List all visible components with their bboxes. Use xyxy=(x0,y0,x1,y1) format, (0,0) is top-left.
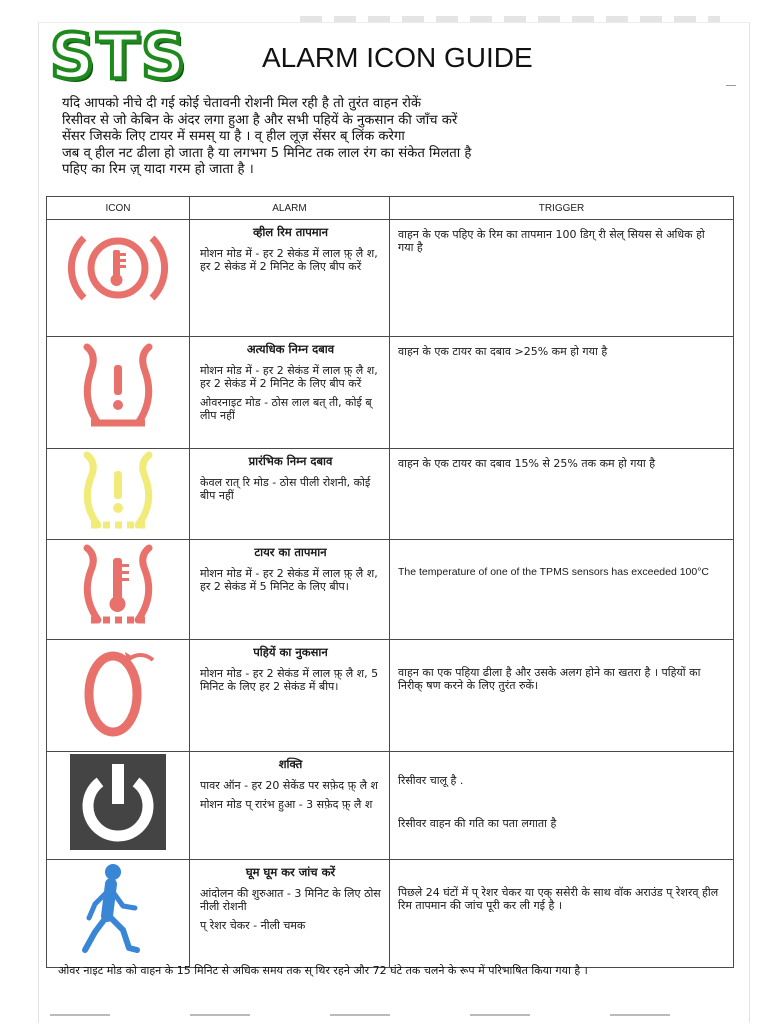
trigger-description: वाहन के एक टायर का दबाव >25% कम हो गया है xyxy=(398,345,608,358)
icon-cell xyxy=(47,540,190,640)
trigger-cell xyxy=(390,860,734,968)
alarm-description: ओवरनाइट मोड - ठोस लाल बत् ती, कोई ब् लीप नहीं xyxy=(200,396,372,422)
column-header-trigger: TRIGGER xyxy=(390,197,734,220)
alarm-cell xyxy=(190,337,390,449)
alarm-description: पावर ऑन - हर 20 सेकेंड पर सफ़ेद फ़् लै श xyxy=(200,779,379,792)
intro-line: रिसीवर से जो केबिन के अंदर लगा हुआ है और सभी पहियें के नुकसान की जाँच करें xyxy=(62,112,458,128)
initial-low-pressure-icon xyxy=(63,449,173,533)
alarm-table xyxy=(46,196,734,968)
extreme-low-pressure-icon xyxy=(63,337,173,433)
intro-line: सेंसर जिसके लिए टायर में समस् या है । व् हील लूज़ सेंसर ब् लिंक करेगा xyxy=(62,129,405,144)
trigger-description: पिछले 24 घंटों में प् रेशर चेकर या एक् ससेरी के साथ वॉक अराउंड प् रेशरव् हील रिम तापमान की जांच पूरी कर ली गई है । xyxy=(398,886,719,912)
icon-cell xyxy=(47,220,190,337)
table-row xyxy=(47,449,734,540)
alarm-cell xyxy=(190,540,390,640)
column-header-alarm: ALARM xyxy=(190,197,390,220)
walk-around-check-icon xyxy=(73,860,163,956)
alarm-description: मोशन मोड में - हर 2 सेकंड में लाल फ़् लै श, हर 2 सेकंड में 2 मिनिट के लिए बीप करें xyxy=(200,247,378,273)
alarm-description: आंदोलन की शुरुआत - 3 मिनिट के लिए ठोस नीली रोशनी xyxy=(200,887,381,913)
alarm-cell xyxy=(190,449,390,540)
scan-artifact xyxy=(50,1014,730,1016)
alarm-cell xyxy=(190,860,390,968)
alarm-title: प्रारंभिक निम्न दबाव xyxy=(248,454,333,468)
alarm-title: अत्यधिक निम्न दबाव xyxy=(246,342,335,356)
table-header-row xyxy=(47,197,734,220)
trigger-description: रिसीवर वाहन की गति का पता लगाता है xyxy=(398,817,557,830)
icon-cell xyxy=(47,640,190,752)
trigger-description: वाहन के एक पहिए के रिम का तापमान 100 डिग् री सेल् सियस से अधिक हो गया है xyxy=(398,228,705,254)
alarm-description: केवल रात् रि मोड - ठोस पीली रोशनी, कोई बीप नहीं xyxy=(200,476,371,502)
trigger-cell xyxy=(390,449,734,540)
intro-line: जब व् हील नट ढीला हो जाता है या लगभग 5 मिनिट तक लाल रंग का संकेत मिलता है xyxy=(62,145,472,161)
tire-temperature-icon xyxy=(63,540,173,632)
column-header-icon: ICON xyxy=(47,197,190,220)
intro-paragraph xyxy=(62,96,622,179)
intro-line: पहिए का रिम ज़् यादा गरम हो जाता है । xyxy=(62,162,254,177)
table-row xyxy=(47,860,734,968)
footer-note: ओवर नाइट मोड को वाहन के 15 मिनिट से अधिक समय तक स् थिर रहने और 72 घंटे तक चलने के रूप में परिभाषित किया गया है । xyxy=(58,964,588,977)
trigger-description: वाहन का एक पहिया ढीला है और उसके अलग होने का खतरा है । पहियों का निरीक् षण करने के लिए तुरंत रुकें। xyxy=(398,666,701,692)
alarm-cell xyxy=(190,752,390,860)
icon-cell xyxy=(47,449,190,540)
table-row xyxy=(47,540,734,640)
alarm-title: टायर का तापमान xyxy=(254,545,327,559)
sts-logo: STS xyxy=(50,20,188,93)
wheel-rim-temperature-icon xyxy=(63,220,173,316)
intro-line: यदि आपको नीचे दी गई कोई चेतावनी रोशनी मिल रही है तो तुरंत वाहन रोकें xyxy=(62,96,422,111)
alarm-title: शक्ति xyxy=(278,757,303,771)
alarm-description: मोशन मोड में - हर 2 सेकंड में लाल फ़् लै श, हर 2 सेकंड में 2 मिनिट के लिए बीप करें xyxy=(200,364,378,390)
icon-cell xyxy=(47,860,190,968)
trigger-description: वाहन के एक टायर का दबाव 15% से 25% तक कम हो गया है xyxy=(398,457,656,470)
alarm-cell xyxy=(190,220,390,337)
trigger-description: रिसीवर चालू है . xyxy=(398,774,464,787)
margin-mark xyxy=(726,85,736,86)
trigger-description: The temperature of one of the TPMS sensors has exceeded 100°C xyxy=(398,566,710,578)
alarm-title: पहियें का नुकसान xyxy=(253,645,328,659)
table-row xyxy=(47,337,734,449)
wheel-loss-icon xyxy=(63,640,173,740)
trigger-cell xyxy=(390,640,734,752)
alarm-title: घूम घूम कर जांच करें xyxy=(245,865,336,879)
table-row xyxy=(47,220,734,337)
power-icon xyxy=(66,752,170,852)
trigger-cell xyxy=(390,540,734,640)
alarm-description: मोशन मोड में - हर 2 सेकंड में लाल फ़् लै श, हर 2 सेकंड में 5 मिनिट के लिए बीप। xyxy=(200,567,378,593)
icon-cell xyxy=(47,752,190,860)
alarm-title: व्हील रिम तापमान xyxy=(252,225,329,239)
trigger-cell xyxy=(390,752,734,860)
icon-cell xyxy=(47,337,190,449)
trigger-cell xyxy=(390,337,734,449)
table-row xyxy=(47,640,734,752)
page-title: ALARM ICON GUIDE xyxy=(262,42,533,73)
alarm-description: मोशन मोड प् रारंभ हुआ - 3 सफ़ेद फ़् लै श xyxy=(200,798,373,811)
alarm-cell xyxy=(190,640,390,752)
trigger-cell xyxy=(390,220,734,337)
alarm-description: प् रेशर चेकर - नीली चमक xyxy=(200,919,306,932)
table-row xyxy=(47,752,734,860)
alarm-description: मोशन मोड - हर 2 सेकंड में लाल फ़् लै श, 5 मिनिट के लिए हर 2 सेकंड में बीप। xyxy=(200,667,379,693)
